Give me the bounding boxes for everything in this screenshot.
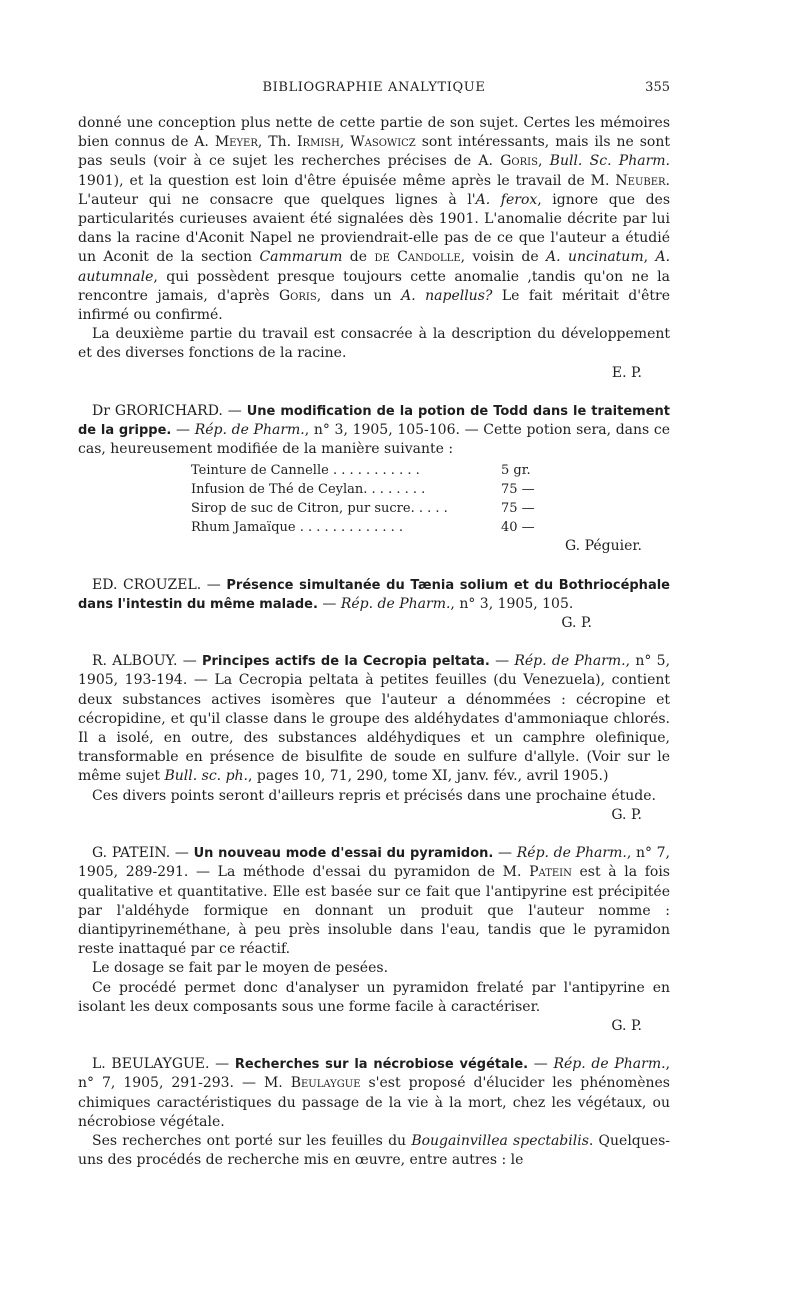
text-run: — [489, 653, 515, 670]
review-entry-albouy [78, 652, 670, 825]
text-run: , [537, 153, 550, 170]
text-run: Ses recherches ont porté sur les feuilles du [92, 1132, 412, 1149]
signature: G. P. [611, 806, 642, 823]
author-name: Irmish [297, 134, 340, 151]
text-run: , voisin de [460, 249, 547, 266]
signature: G. P. [611, 1017, 642, 1034]
recipe-ingredient: Sirop de suc de Citron, pur sucre. . . . . [191, 501, 448, 517]
species-name: A. ferox [475, 191, 538, 208]
text-run: s'est proposé d'élucider les phénomènes chimiques caractéristiques du passage de la vie à la mort, chez les végétaux, ou nécrobiose végétale. [78, 1075, 670, 1130]
text-run: — [317, 595, 341, 612]
text-run: de [342, 249, 375, 266]
text-run: — [222, 402, 247, 419]
entry-paragraph [78, 844, 670, 959]
entry-paragraph [78, 1132, 670, 1170]
review-entry-grorichard [78, 402, 670, 557]
signature: G. P. [561, 615, 592, 632]
entry-author: ED. CROUZEL. [92, 576, 202, 593]
journal-ref: Bull. Sc. Pharm. [549, 153, 670, 170]
recipe-ingredient: Infusion de Thé de Ceylan. . . . . . . . [191, 482, 426, 498]
entry-title: Présence simultanée du Tænia solium et du Bothriocéphale dans l'intestin du même malade. [78, 577, 670, 612]
author-name: Goris [278, 287, 317, 304]
entry-paragraph: Ce procédé permet donc d'analyser un pyramidon frelaté par l'antipyrine en isolant les deux composants sous une forme facile à caractériser. [78, 979, 670, 1015]
text-run: Le fait méritait d'être infirmé ou confirmé. [78, 287, 670, 324]
entry-paragraph: Ces divers points seront d'ailleurs repris et précisés dans une prochaine étude. [92, 787, 656, 804]
recipe-row [191, 499, 551, 518]
species-name: Cammarum [259, 249, 343, 266]
entry-author: G. PATEIN. [92, 845, 171, 862]
text-run: , n° 5, 1905, 193-194. — La Cecropia peltata à petites feuilles (du Venezuela), contient deux substances actives isomères que l'auteur a dénommées : cécropine et cécropidine, et qu'il classe dans le groupe des aldéhydates d'ammoniaque chlorés. Il a isolé, en outre, des substances aldéhydiques et un camphre olefinique, transformable en présence de bisulfite de soude en sulfure d'allyle. (Voir sur le même sujet [78, 653, 671, 785]
recipe-row [191, 518, 551, 537]
text-run: , [339, 134, 351, 151]
text-run: sont intéressants, mais ils ne sont pas seuls (voir à ce sujet les recherches précises de A. [78, 134, 670, 170]
recipe-quantity: 40 — [501, 520, 535, 536]
recipe-ingredient: Rhum Jamaïque . . . . . . . . . . . . . [191, 520, 404, 536]
text-run: donné une conception plus nette de cette partie de son sujet. Certes les mémoires bien connus de A. [78, 115, 670, 151]
page-body [78, 114, 670, 1170]
signature: G. Péguier. [564, 538, 642, 555]
review-entry-beulaygue [78, 1055, 670, 1170]
entry-paragraph [78, 1055, 670, 1132]
page-number: 355 [645, 80, 670, 95]
entry-title: Principes actifs de la Cecropia peltata. [201, 654, 490, 670]
recipe-list [191, 461, 551, 537]
text-run: , n° 7, 1905, 291-293. — M. [78, 1056, 671, 1092]
entry-paragraph [78, 402, 670, 460]
species-name: A. autumnale [78, 249, 671, 285]
author-name: Goris [500, 153, 538, 170]
text-run: — [170, 845, 194, 862]
text-run: — [209, 1056, 235, 1073]
text-run: . L'auteur qui ne consacre que quelques lignes à l' [78, 172, 670, 208]
author-name: Beulaygue [290, 1075, 361, 1092]
entry-paragraph: Le dosage se fait par le moyen de pesées. [92, 960, 389, 977]
recipe-row [191, 480, 551, 499]
species-name: Bougainvillea spectabilis [411, 1132, 589, 1149]
text-run: — [171, 422, 195, 439]
author-name: Meyer [214, 134, 258, 151]
text-run: , dans un [316, 287, 402, 304]
author-name: de Candolle [374, 249, 461, 266]
recipe-ingredient: Teinture de Cannelle . . . . . . . . . . . [191, 463, 420, 479]
text-run: — [201, 576, 227, 593]
text-run: . Quelques-uns des procédés de recherche mis en œuvre, entre autres : le [78, 1132, 670, 1169]
entry-author: Dr GRORICHARD. [92, 402, 223, 419]
author-name: Wasowicz [350, 134, 416, 151]
review-entry-crouzel [78, 576, 670, 634]
running-title: BIBLIOGRAPHIE ANALYTIQUE [262, 80, 486, 95]
text-run: 1901), et la question est loin d'être épuisée même après le travail de M. [78, 172, 616, 189]
entry-title: Un nouveau mode d'essai du pyramidon. [193, 846, 494, 862]
entry-title: Recherches sur la nécrobiose végétale. [234, 1057, 529, 1073]
author-name: Patein [529, 864, 572, 881]
species-name: A. uncinatum [546, 249, 644, 266]
recipe-quantity: 5 gr. [501, 463, 531, 479]
entry-paragraph [78, 652, 670, 786]
recipe-quantity: 75 — [501, 501, 535, 517]
entry-title: Une modification de la potion de Todd dans le traitement de la grippe. [78, 403, 670, 439]
recipe-row [191, 461, 551, 480]
text-run: , [643, 249, 656, 266]
intro-paragraph-1 [78, 114, 670, 325]
running-header [78, 80, 670, 100]
author-name: Neuber [615, 172, 666, 189]
text-run: , n° 7, 1905, 289-291. — La méthode d'essai du pyramidon de M. [78, 845, 671, 881]
recipe-quantity: 75 — [501, 482, 535, 498]
review-entry-patein [78, 844, 670, 1036]
journal-ref: Rép. de Pharm. [514, 653, 626, 670]
text-run: , ignore que des particularités curieuses avaient été signalées dès 1901. L'anomalie décrite par lui dans la racine d'Aconit Napel ne proviendrait-elle pas de ce que l'auteur a étudié un Aconit de la section [78, 191, 671, 266]
journal-ref: Rép. de Pharm. [553, 1056, 666, 1073]
intro-paragraph-2: La deuxième partie du travail est consacrée à la description du développement et des diverses fonctions de la racine. [78, 326, 670, 362]
text-run: , n° 3, 1905, 105-106. — Cette potion sera, dans ce cas, heureusement modifiée de la manière suivante : [78, 422, 670, 458]
journal-ref: Bull. sc. ph. [164, 768, 248, 785]
text-run: , Th. [257, 134, 298, 151]
text-run: , qui possèdent presque toujours cette anomalie ,tandis qu'on ne la rencontre jamais, d'après [78, 268, 670, 304]
text-run: — [177, 653, 202, 670]
journal-ref: Rép. de Pharm. [340, 595, 451, 612]
journal-ref: Rép. de Pharm. [516, 845, 627, 862]
text-run: , n° 3, 1905, 105. [450, 595, 574, 612]
journal-ref: Rép. de Pharm. [194, 422, 305, 439]
entry-paragraph [78, 576, 670, 614]
entry-author: R. ALBOUY. [92, 653, 178, 670]
signature: E. P. [611, 364, 642, 381]
text-run: , pages 10, 71, 290, tome XI, janv. fév., avril 1905.) [248, 768, 609, 785]
text-run: est à la fois qualitative et quantitative. Elle est basée sur ce fait que l'antipyrine est précipitée par l'aldéhyde formique en donnant un produit que l'auteur nomme : diantipyrineméthane, à peu près insoluble dans l'eau, tandis que le pyramidon reste inattaqué par ce réactif. [78, 864, 670, 958]
entry-author: L. BEULAYGUE. [92, 1056, 210, 1073]
text-run: — [528, 1056, 554, 1073]
species-name: A. napellus? [401, 287, 493, 304]
text-run: — [493, 845, 517, 862]
